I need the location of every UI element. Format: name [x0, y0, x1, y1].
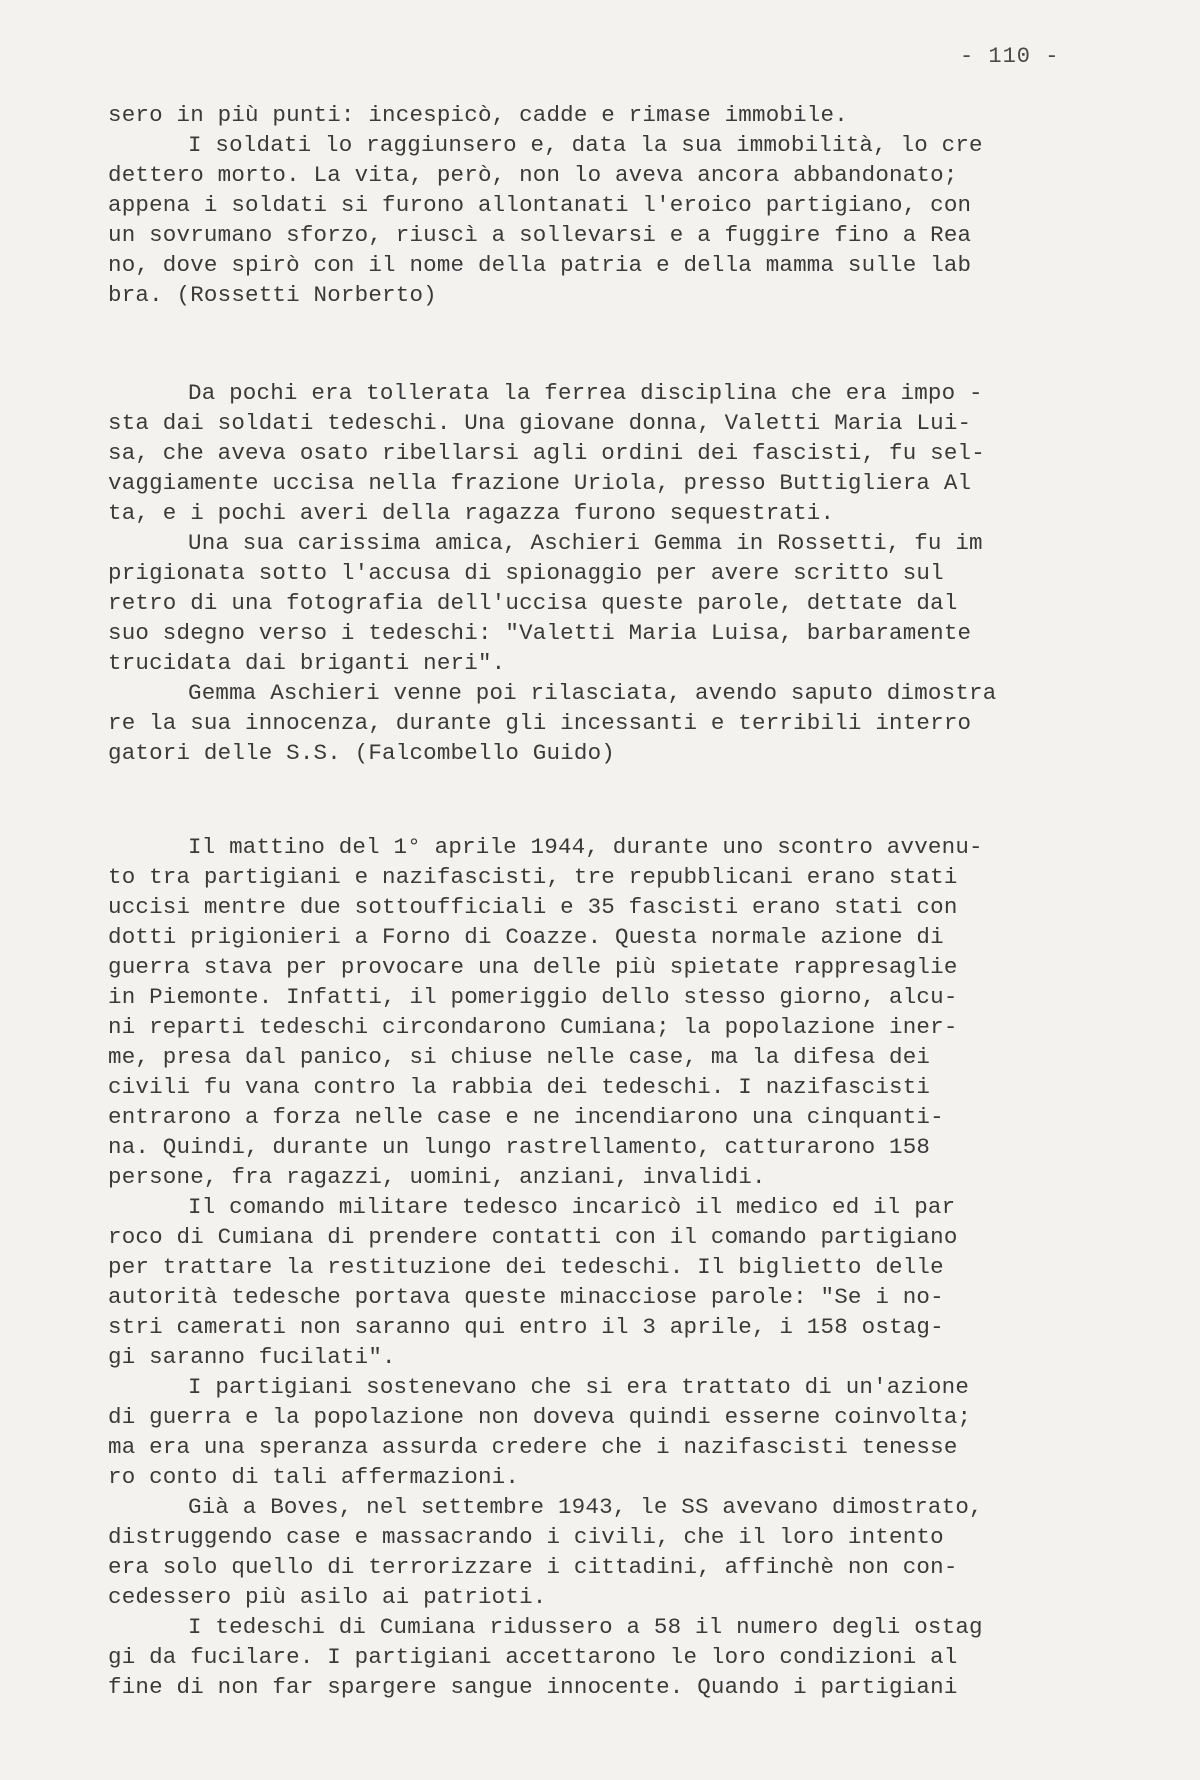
text-line: I soldati lo raggiunsero e, data la sua immobilità, lo cre — [188, 132, 983, 158]
text-line: dotti prigionieri a Forno di Coazze. Questa normale azione di — [108, 924, 944, 950]
text-line: civili fu vana contro la rabbia dei tedeschi. I nazifascisti — [108, 1074, 931, 1100]
text-line: gi da fucilare. I partigiani accettarono le loro condizioni al — [108, 1644, 958, 1670]
text-line: fine di non far spargere sangue innocente. Quando i partigiani — [108, 1674, 958, 1700]
text-line: uccisi mentre due sottoufficiali e 35 fascisti erano stati con — [108, 894, 958, 920]
text-line: I tedeschi di Cumiana ridussero a 58 il numero degli ostag — [188, 1614, 983, 1640]
text-line: distruggendo case e massacrando i civili, che il loro intento — [108, 1524, 944, 1550]
text-line: gatori delle S.S. (Falcombello Guido) — [108, 740, 615, 766]
text-line: to tra partigiani e nazifascisti, tre repubblicani erano stati — [108, 864, 958, 890]
text-line: vaggiamente uccisa nella frazione Uriola, presso Buttigliera Al — [108, 470, 972, 496]
page-number: - 110 - — [960, 44, 1060, 69]
text-line: bra. (Rossetti Norberto) — [108, 282, 437, 308]
text-line: autorità tedesche portava queste minacciose parole: "Se i no- — [108, 1284, 944, 1310]
text-line: dettero morto. La vita, però, non lo aveva ancora abbandonato; — [108, 162, 958, 188]
text-line: sa, che aveva osato ribellarsi agli ordini dei fascisti, fu sel- — [108, 440, 985, 466]
text-line: trucidata dai briganti neri". — [108, 650, 506, 676]
text-line: per trattare la restituzione dei tedeschi. Il biglietto delle — [108, 1254, 944, 1280]
text-line: appena i soldati si furono allontanati l'eroico partigiano, con — [108, 192, 972, 218]
text-line: in Piemonte. Infatti, il pomeriggio dello stesso giorno, alcu- — [108, 984, 958, 1010]
text-line: di guerra e la popolazione non doveva quindi esserne coinvolta; — [108, 1404, 972, 1430]
text-line: sta dai soldati tedeschi. Una giovane donna, Valetti Maria Lui- — [108, 410, 972, 436]
text-line: Il comando militare tedesco incaricò il medico ed il par — [188, 1194, 956, 1220]
text-line: prigionata sotto l'accusa di spionaggio per avere scritto sul — [108, 560, 944, 586]
text-line: suo sdegno verso i tedeschi: "Valetti Maria Luisa, barbaramente — [108, 620, 972, 646]
text-line: Il mattino del 1° aprile 1944, durante uno scontro avvenu- — [188, 834, 983, 860]
text-line: no, dove spirò con il nome della patria e della mamma sulle lab — [108, 252, 972, 278]
text-line: persone, fra ragazzi, uomini, anziani, invalidi. — [108, 1164, 766, 1190]
text-line: Una sua carissima amica, Aschieri Gemma in Rossetti, fu im — [188, 530, 983, 556]
text-line: Già a Boves, nel settembre 1943, le SS avevano dimostrato, — [188, 1494, 983, 1520]
text-line: entrarono a forza nelle case e ne incendiarono una cinquanti- — [108, 1104, 944, 1130]
text-line: era solo quello di terrorizzare i cittadini, affinchè non con- — [108, 1554, 958, 1580]
text-line: stri camerati non saranno qui entro il 3 aprile, i 158 ostag- — [108, 1314, 944, 1340]
text-line: guerra stava per provocare una delle più spietate rappresaglie — [108, 954, 958, 980]
text-line: I partigiani sostenevano che si era trattato di un'azione — [188, 1374, 970, 1400]
text-line: cedessero più asilo ai patrioti. — [108, 1584, 547, 1610]
paragraph-block-rossetti — [108, 100, 1108, 310]
text-line: retro di una fotografia dell'uccisa queste parole, dettate dal — [108, 590, 958, 616]
text-line: sero in più punti: incespicò, cadde e rimase immobile. — [108, 102, 848, 128]
text-line: ta, e i pochi averi della ragazza furono sequestrati. — [108, 500, 835, 526]
text-line: un sovrumano sforzo, riuscì a sollevarsi e a fuggire fino a Rea — [108, 222, 972, 248]
text-line: na. Quindi, durante un lungo rastrellamento, catturarono 158 — [108, 1134, 931, 1160]
text-line: ro conto di tali affermazioni. — [108, 1464, 520, 1490]
text-line: re la sua innocenza, durante gli incessanti e terribili interro — [108, 710, 972, 736]
text-line: roco di Cumiana di prendere contatti con il comando partigiano — [108, 1224, 958, 1250]
text-line: ma era una speranza assurda credere che i nazifascisti tenesse — [108, 1434, 958, 1460]
paragraph-block-cumiana — [108, 832, 1108, 1702]
text-line: me, presa dal panico, si chiuse nelle case, ma la difesa dei — [108, 1044, 931, 1070]
paragraph-block-valetti — [108, 378, 1108, 768]
text-line: Gemma Aschieri venne poi rilasciata, avendo saputo dimostra — [188, 680, 997, 706]
text-line: ni reparti tedeschi circondarono Cumiana; la popolazione iner- — [108, 1014, 958, 1040]
text-line: gi saranno fucilati". — [108, 1344, 396, 1370]
text-line: Da pochi era tollerata la ferrea disciplina che era impo - — [188, 380, 983, 406]
